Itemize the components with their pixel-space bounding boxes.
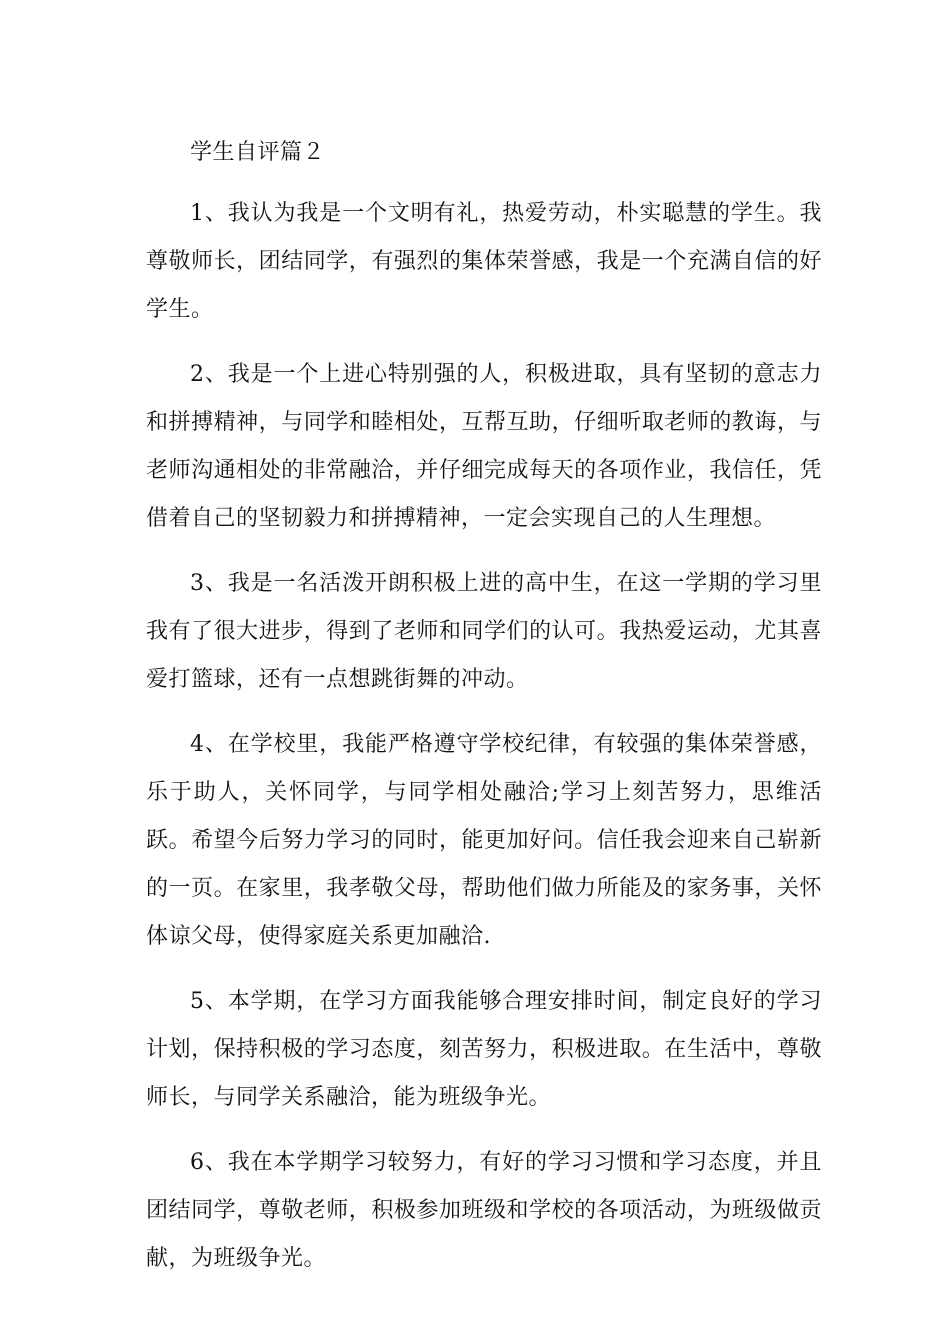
document-body <box>146 133 822 1283</box>
paragraph-1: 1、我认为我是一个文明有礼，热爱劳动，朴实聪慧的学生。我尊敬师长，团结同学，有强烈的集体荣誉感，我是一个充满自信的好学生。 <box>146 201 822 322</box>
paragraph-4: 4、在学校里，我能严格遵守学校纪律，有较强的集体荣誉感，乐于助人，关怀同学，与同学相处融洽;学习上刻苦努力，思维活跃。希望今后努力学习的同时，能更加好问。信任我会迎来自己崭新的一页。在家里，我孝敬父母，帮助他们做力所能及的家务事，关怀体谅父母，使得家庭关系更加融洽. <box>146 732 822 949</box>
section-heading: 学生自评篇２ <box>190 140 326 165</box>
paragraph-6: 6、我在本学期学习较努力，有好的学习习惯和学习态度，并且团结同学，尊敬老师，积极参加班级和学校的各项活动，为班级做贡献，为班级争光。 <box>146 1150 822 1271</box>
paragraph-5: 5、本学期，在学习方面我能够合理安排时间，制定良好的学习计划，保持积极的学习态度，刻苦努力，积极进取。在生活中，尊敬师长，与同学关系融洽，能为班级争光。 <box>146 989 822 1110</box>
paragraph-3: 3、我是一名活泼开朗积极上进的高中生，在这一学期的学习里我有了很大进步，得到了老师和同学们的认可。我热爱运动，尤其喜爱打篮球，还有一点想跳街舞的冲动。 <box>146 571 822 692</box>
paragraph-2: 2、我是一个上进心特别强的人，积极进取，具有坚韧的意志力和拼搏精神，与同学和睦相处，互帮互助，仔细听取老师的教诲，与老师沟通相处的非常融洽，并仔细完成每天的各项作业，我信任，凭借着自己的坚韧毅力和拼搏精神，一定会实现自己的人生理想。 <box>146 362 822 531</box>
